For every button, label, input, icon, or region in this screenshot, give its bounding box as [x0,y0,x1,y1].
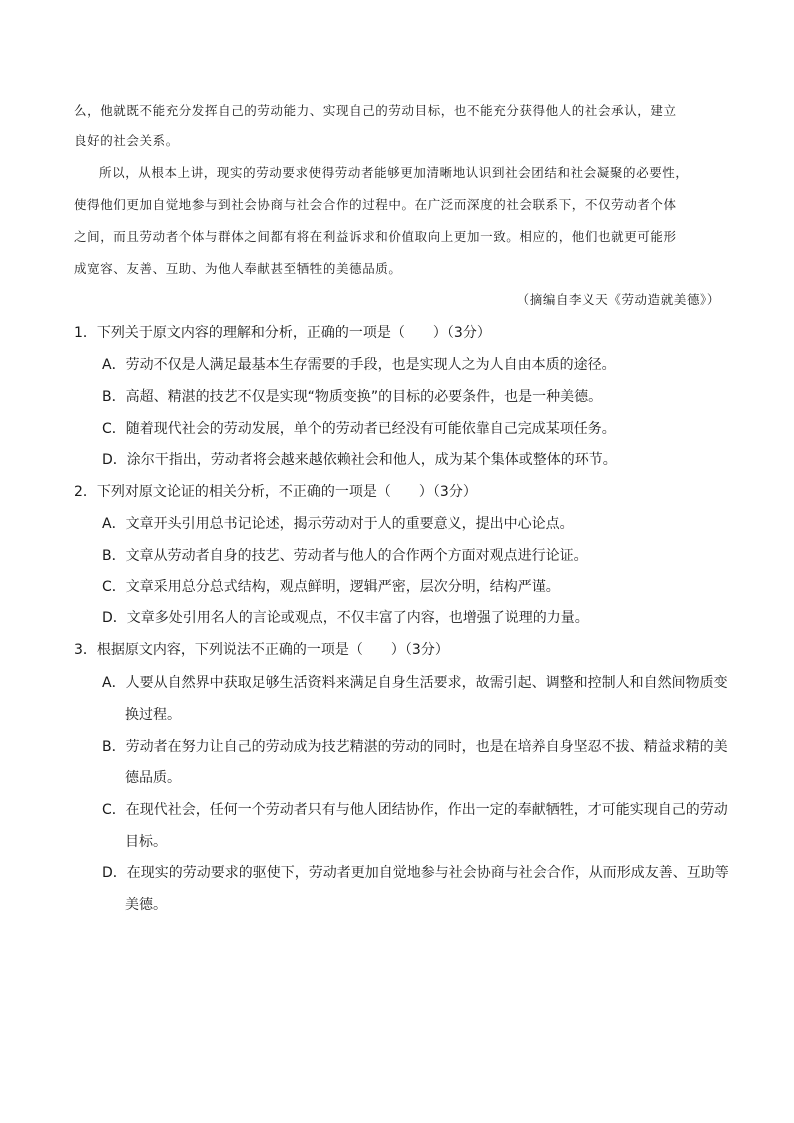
option-d[interactable]: D．在现实的劳动要求的驱使下，劳动者更加自觉地参与社会协商与社会合作，从而形成友善、互助等 [102,865,729,881]
question-stem: 1．下列关于原文内容的理解和分析，正确的一项是（ ）（3分） [74,325,491,341]
option-a[interactable]: A．劳动不仅是人满足最基本生存需要的手段，也是实现人之为人自由本质的途径。 [102,357,616,373]
option-b[interactable]: B．文章从劳动者自身的技艺、劳动者与他人的合作两个方面对观点进行论证。 [102,548,588,564]
option-d-continued: 美德。 [125,897,167,913]
question-stem: 3．根据原文内容，下列说法不正确的一项是（ ）（3分） [74,642,449,658]
option-a[interactable]: A．文章开头引用总书记论述，揭示劳动对于人的重要意义，提出中心论点。 [102,516,574,532]
option-b-continued: 德品质。 [125,770,181,786]
option-b[interactable]: B．劳动者在努力让自己的劳动成为技艺精湛的劳动的同时，也是在培养自身坚忍不拔、精益求精的美 [102,739,728,755]
option-c[interactable]: C．在现代社会，任何一个劳动者只有与他人团结协作，作出一定的奉献牺牲，才可能实现自己的劳动 [102,802,728,818]
question-stem: 2．下列对原文论证的相关分析，不正确的一项是（ ）（3分） [74,484,477,500]
passage-line: 之间，而且劳动者个体与群体之间都有将在利益诉求和价值取向上更加一致。相应的，他们也就更可能形 [74,229,677,244]
option-b[interactable]: B．高超、精湛的技艺不仅是实现“物质变换”的目标的必要条件，也是一种美德。 [102,389,603,405]
passage-line: 使得他们更加自觉地参与到社会协商与社会合作的过程中。在广泛而深度的社会联系下，不仅劳动者个体 [74,197,677,212]
passage-source: （摘编自李义天《劳动造就美德》） [516,292,720,307]
option-a-continued: 换过程。 [125,707,181,723]
option-a[interactable]: A．人要从自然界中获取足够生活资料来满足自身生活要求，故需引起、调整和控制人和自然间物质变 [102,675,728,691]
option-d[interactable]: D．文章多处引用名人的言论或观点，不仅丰富了内容，也增强了说理的力量。 [102,610,589,626]
passage-line: 成宽容、友善、互助、为他人奉献甚至牺牲的美德品质。 [74,261,402,276]
option-d[interactable]: D．涂尔干指出，劳动者将会越来越依赖社会和他人，成为某个集体或整体的环节。 [102,452,617,468]
option-c[interactable]: C．文章采用总分总式结构，观点鲜明，逻辑严密，层次分明，结构严谨。 [102,579,560,595]
option-c[interactable]: C．随着现代社会的劳动发展，单个的劳动者已经没有可能依靠自己完成某项任务。 [102,421,616,437]
passage-line: 所以，从根本上讲，现实的劳动要求使得劳动者能够更加清晰地认识到社会团结和社会凝聚的必要性， [99,165,689,180]
option-c-continued: 目标。 [125,834,167,850]
passage-line: 么，他就既不能充分发挥自己的劳动能力、实现自己的劳动目标，也不能充分获得他人的社会承认，建立 [74,103,677,118]
passage-line: 良好的社会关系。 [74,133,179,148]
